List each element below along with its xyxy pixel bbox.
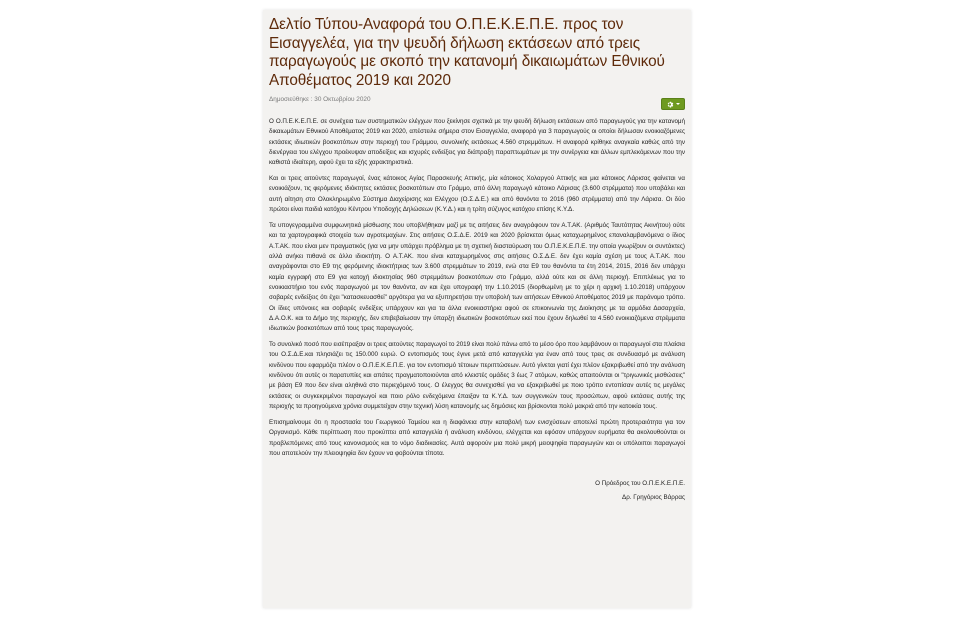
chevron-down-icon	[676, 103, 680, 105]
published-date-value: 30 Οκτωβρίου 2020	[314, 96, 371, 103]
article-tools-button[interactable]	[661, 98, 685, 110]
article-paragraph: Το συνολικό ποσό που εισέπραξαν οι τρεις αιτούντες παραγωγοί το 2019 είναι πολύ πάνω από το μέσο όρο που λαμβάνουν οι παραγωγοί στα πλαίσια του Ο.Σ.Δ.Ε.και πλησιάζει τις 150.000 ευρώ. Ο εντοπισμός τους έγινε μετά από καταγγελία για έναν από τους τρεις σε συνδυασμό με ανάλυση κινδύνου που εφαρμόζει πλέον ο Ο.Π.Ε.Κ.Ε.Π.Ε. για τον εντοπισμό τέτοιων περιπτώσεων. Αυτό γίνεται γιατί έχει πλέον εξακριβωθεί από την ανάλυση κινδύνου ότι αυτές οι παρατυπίες και απάτες πραγματοποιούνται από κλειστές ομάδες 3 έως 7 ατόμων, καθώς απαιτούνται οι "τριγωνικές μισθώσεις" με βάση Ε9 που δεν είναι αληθινά στο περιεχόμενό τους. Ο έλεγχος θα συνεχισθεί για να εξακριβωθεί με ποιο τρόπο εντοπίσαν αυτές τις μεγάλες εκτάσεις οι συγκεκριμένοι παραγωγοί και ποιο ρόλο ενδεχόμενα έπαιξαν τα Κ.Υ.Δ. των συγγενικών τους προσώπων, αφού εκτάσεις αυτής της περιοχής τα προηγούμενα χρόνια συμμετείχαν στην τεχνική λύση κατανομής ως δημόσιες και βρίσκονται πολύ μακριά από την κατοικία τους.	[269, 341, 685, 411]
signature-name: Δρ. Γρηγόριος Βάρρας	[622, 494, 685, 502]
article-meta	[269, 96, 685, 114]
signature-title: Ο Πρόεδρος του Ο.Π.Ε.Κ.Ε.Π.Ε.	[595, 480, 685, 488]
article-paragraph: Επισημαίνουμε ότι η προστασία του Γεωργικού Ταμείου και η διαφάνεια στην καταβολή των ενισχύσεων αποτελεί πρώτη προτεραιότητα για τον Οργανισμό. Κάθε περίπτωση που προκύπτει από καταγγελία ή ανάλυση κινδύνου, ελέγχεται και εφόσον υπάρχουν ευρήματα θα ακολουθούνται οι προβλεπόμενες από τους κανονισμούς και το νόμο διαδικασίες. Αυτά αφορούν μια πολύ μικρή μειοψηφία παραγωγών και οι υπόλοιποι παραγωγοί που αποτελούν την πλειοψηφία δεν έχουν να φοβούνται τίποτα.	[269, 418, 685, 457]
signature-block	[269, 477, 685, 505]
article-paragraph: Και οι τρεις αιτούντες παραγωγοί, ένας κάτοικος Αγίας Παρασκευής Αττικής, μία κάτοικος Χολαργού Αττικής και μια κάτοικος Λάρισας φαίνεται να ενοικιάζουν, τις φερόμενες ιδιόκτητες εκτάσεις βοσκοτόπων στο Γράμμο, από άλλη παραγωγό κάτοικο Λάρισας (3.600 στρέμματα) που υποβάλει και αυτή αίτηση στο Ολοκληρωμένο Σύστημα Διαχείρισης και Ελέγχου (Ο.Σ.Δ.Ε.) και από θανόντα το 2016 (960 στρέμματα) από την Λάρισα. Οι δύο πρώτοι είναι παιδιά κατόχου Κέντρου Υποδοχής Δηλώσεων (Κ.Υ.Δ.) και η τρίτη σύζυγος κατόχου επίσης Κ.Υ.Δ.	[269, 175, 685, 214]
article-page	[263, 10, 691, 608]
article-body	[269, 117, 685, 459]
published-label: Δημοσιεύθηκε :	[269, 96, 313, 103]
article-paragraph: Ο Ο.Π.Ε.Κ.Ε.Π.Ε. σε συνέχεια των συστηματικών ελέγχων που ξεκίνησε σχετικά με την ψευδή δήλωση εκτάσεων από παραγωγούς για την κατανομή δικαιωμάτων Εθνικού Αποθέματος 2019 και 2020, απέστειλε σήμερα στον Εισαγγελέα, αναφορά για 3 παραγωγούς οι οποίοι δήλωσαν ενοικιαζόμενες εκτάσεις ιδιωτικών βοσκοτόπων στην περιοχή του Γράμμου, συνολικής εκτάσεως 4.560 στρεμμάτων. Η αναφορά κρίθηκε αναγκαία καθώς από την διενέργεια του ελέγχου προέκυψαν αποδείξεις και ισχυρές ενδείξεις για διάπραξη παραπτωμάτων με την συνέργεια και άλλων εμπλεκόμενων που την καθιστά ιδιαίτερη, αφού έχει τα εξής χαρακτηριστικά.	[269, 118, 685, 167]
article-paragraph: Τα υπογεγραμμένα συμφωνητικά μίσθωσης που υποβλήθηκαν μαζί με τις αιτήσεις δεν αναγράφουν τον Α.Τ.ΑΚ. (Αριθμός Ταυτότητας Ακινήτου) ούτε και τα χαρτογραφικά στοιχεία των αγροτεμαχίων. Στις αιτήσεις Ο.Σ.Δ.Ε. 2019 και 2020 βρίσκεται όμως καταχωρημένος επαναλαμβανόμενα ο ίδιος Α.Τ.ΑΚ. που είναι μεν πραγματικός (για να μην υπάρχει πρόβλημα με τη σχετική διασταύρωση του Ο.Π.Ε.Κ.Ε.Π.Ε. την οποία γνωρίζουν οι συντάκτες) αλλά ανήκει πιθανά σε άλλο ιδιοκτήτη. Ο Α.Τ.ΑΚ. που είναι καταχωρημένος στις αιτήσεις Ο.Σ.Δ.Ε. δεν έχει καμία σχέση με τους Α.Τ.ΑΚ. που αναγράφονται στο Ε9 της φερόμενης ιδιοκτήτριας των 3.600 στρεμμάτων το 2019, ενώ στα Ε9 του θανόντα τα έτη 2014, 2015, 2016 δεν υπάρχει καμία εγγραφή στο Ε9 για κατοχή ιδιοκτησίας 960 στρεμμάτων βοσκοτόπων στο Γράμμο, αλλά ούτε και σε άλλη περιοχή. Επιπλέκως για το ενοικιαστήριο του ενός παραγωγού με τον θανόντα, αν και έχει υπογραφή την 1.10.2015 (διορθωμένη με το χέρι η αρχική 1.10.2018) υπάρχουν σοβαρές ενδείξεις ότι έχει "κατασκευασθεί" αργότερα για να εξυπηρετήσει την υποβολή των αιτήσεων Εθνικού Αποθέματος 2019 με παράνομο τρόπο. Οι ίδιες υπόνοιες και σοβαρές ενδείξεις υπάρχουν και για τα άλλα ενοικιαστήρια αφού σε επικοινωνία της Διοίκησης με τα αρμόδια Δασαρχεία, Δ.Α.Ο.Κ. και το Δήμο της περιοχής, δεν επιβεβαίωσαν την ύπαρξη ιδιωτικών βοσκοτόπων εκεί που έχουν δηλωθεί τα 4.560 ενοικιαζόμενα στρέμματα ιδιωτικών βοσκοτόπων από τους τρεις παραγωγούς.	[269, 221, 685, 333]
published-date	[269, 96, 371, 103]
gear-icon	[667, 101, 674, 108]
article-title: Δελτίο Τύπου-Αναφορά του Ο.Π.Ε.Κ.Ε.Π.Ε. προς τον Εισαγγελέα, για την ψευδή δήλωση εκτάσεων από τρεις παραγωγούς με σκοπό την κατανομή δικαιωμάτων Εθνικού Αποθέματος 2019 και 2020	[269, 16, 665, 89]
